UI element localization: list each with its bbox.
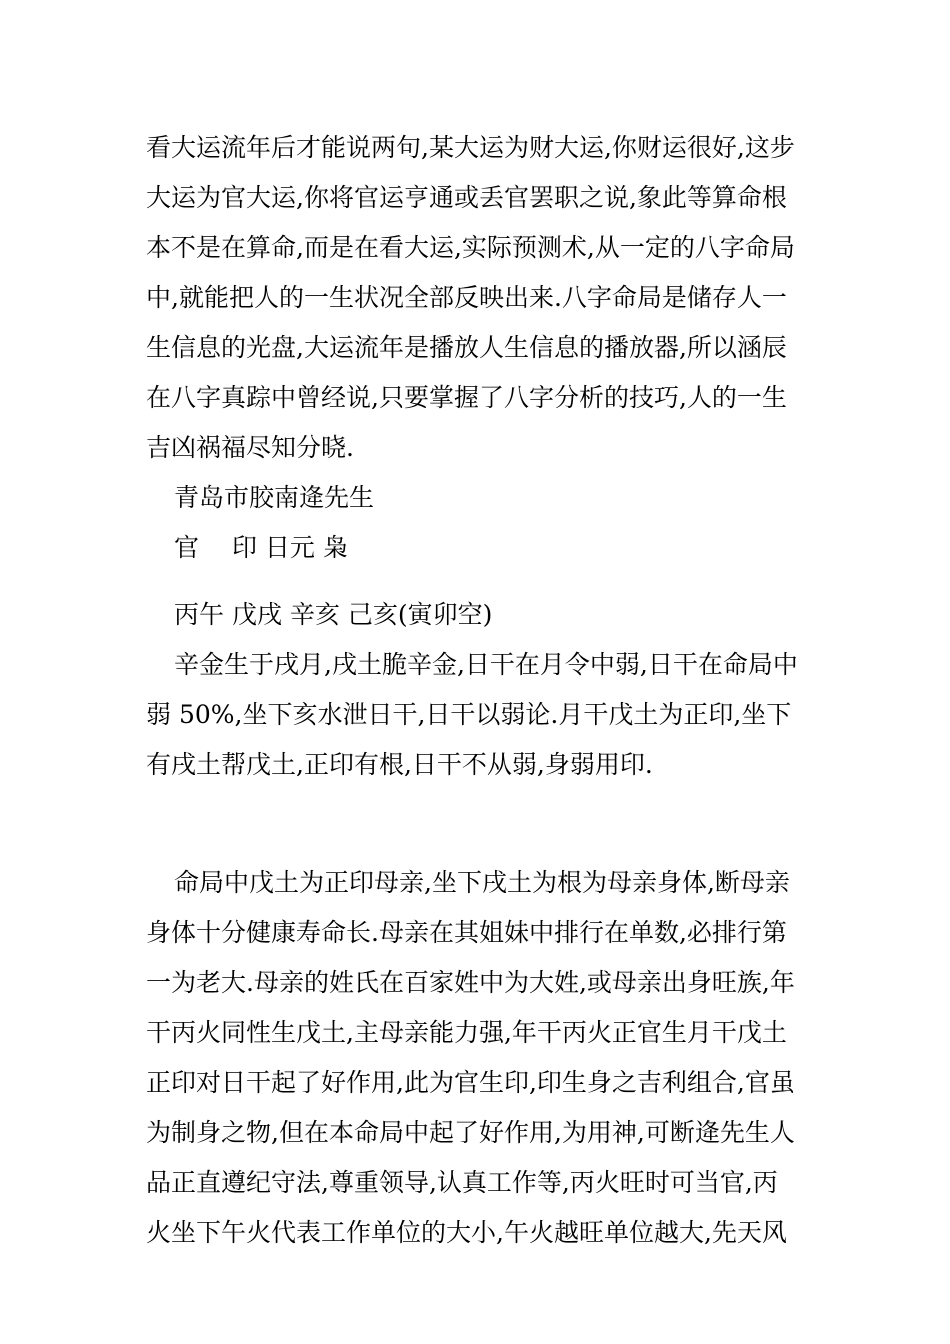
pillars-line: 丙午 戊戌 辛亥 己亥(寅卯空) bbox=[174, 600, 493, 629]
text-line: 火坐下午火代表工作单位的大小,午火越旺单位越大,先天风 bbox=[146, 1218, 787, 1247]
case-title: 青岛市胶南逄先生 bbox=[174, 483, 375, 512]
text-line: 弱 50%,坐下亥水泄日干,日干以弱论.月干戊土为正印,坐下 bbox=[146, 700, 792, 729]
pillar-labels: 官 印 日元 枭 bbox=[174, 533, 348, 562]
text-line: 命局中戊土为正印母亲,坐下戌土为根为母亲身体,断母亲 bbox=[174, 868, 790, 897]
text-line: 正印对日干起了好作用,此为官生印,印生身之吉利组合,官虽 bbox=[146, 1068, 795, 1097]
paragraph-intro bbox=[146, 123, 806, 573]
text-line: 生信息的光盘,大运流年是播放人生信息的播放器,所以涵辰 bbox=[146, 333, 787, 362]
text-line: 在八字真踪中曾经说,只要掌握了八字分析的技巧,人的一生 bbox=[146, 383, 787, 412]
text-line: 吉凶祸福尽知分晓. bbox=[146, 433, 354, 462]
text-line: 身体十分健康寿命长.母亲在其姐妹中排行在单数,必排行第 bbox=[146, 918, 787, 947]
text-line: 一为老大.母亲的姓氏在百家姓中为大姓,或母亲出身旺族,年 bbox=[146, 968, 795, 997]
text-line: 干丙火同性生戊土,主母亲能力强,年干丙火正官生月干戊土 bbox=[146, 1018, 787, 1047]
text-line: 辛金生于戌月,戌土脆辛金,日干在月令中弱,日干在命局中 bbox=[174, 650, 798, 679]
text-line: 本不是在算命,而是在看大运,实际预测术,从一定的八字命局 bbox=[146, 233, 795, 262]
text-line: 品正直遵纪守法,尊重领导,认真工作等,丙火旺时可当官,丙 bbox=[146, 1168, 778, 1197]
paragraph-analysis bbox=[146, 590, 806, 1258]
text-line: 有戌土帮戊土,正印有根,日干不从弱,身弱用印. bbox=[146, 750, 653, 779]
paragraph-gap bbox=[146, 790, 806, 858]
text-line: 大运为官大运,你将官运亨通或丢官罢职之说,象此等算命根 bbox=[146, 183, 787, 212]
text-line: 看大运流年后才能说两句,某大运为财大运,你财运很好,这步 bbox=[146, 133, 795, 162]
text-line: 中,就能把人的一生状况全部反映出来.八字命局是储存人一 bbox=[146, 283, 787, 312]
text-line: 为制身之物,但在本命局中起了好作用,为用神,可断逄先生人 bbox=[146, 1118, 795, 1147]
